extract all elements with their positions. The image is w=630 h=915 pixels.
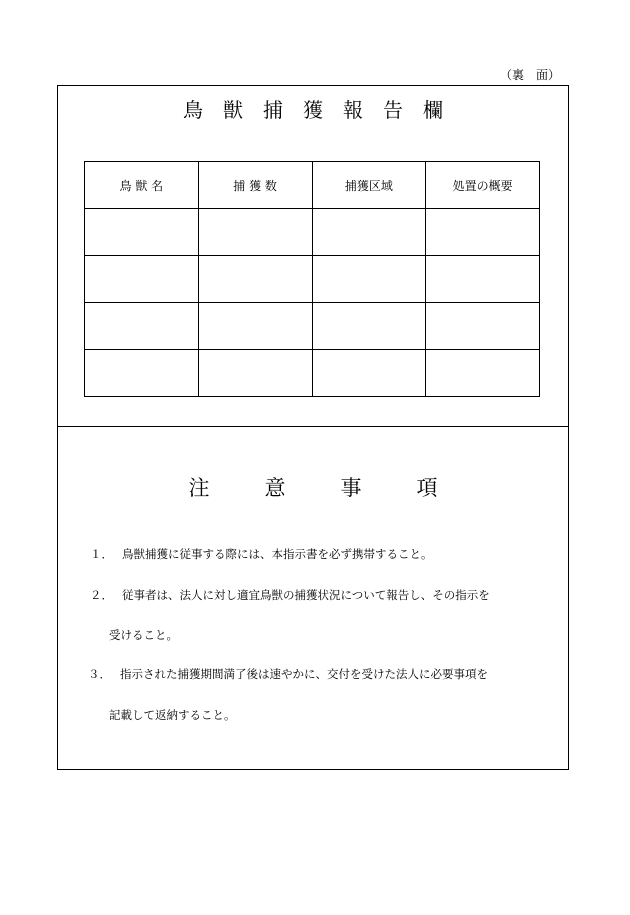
note-number: ２． <box>90 588 113 602</box>
note-text-continued: 記載して返納すること。 <box>109 708 236 722</box>
table-cell <box>426 256 540 303</box>
notes-title-char: 項 <box>416 476 438 500</box>
column-header-species: 鳥 獣 名 <box>85 162 199 209</box>
table-cell <box>312 303 426 350</box>
table-cell <box>312 256 426 303</box>
table-cell <box>426 209 540 256</box>
note-text: 従事者は、法人に対し適宜鳥獣の捕獲状況について報告し、その指示を <box>122 588 490 602</box>
notes-title-char: 事 <box>340 476 362 500</box>
table-cell <box>85 209 199 256</box>
note-text-continued: 受けること。 <box>109 628 178 642</box>
table-row <box>85 303 540 350</box>
table-header-row <box>85 162 540 209</box>
note-text: 鳥獣捕獲に従事する際には、本指示書を必ず携帯すること。 <box>122 547 433 561</box>
table-cell <box>198 209 312 256</box>
notes-title-char: 注 <box>188 476 210 500</box>
table-cell <box>198 350 312 397</box>
note-number: ３． <box>88 667 111 681</box>
table-row <box>85 256 540 303</box>
notes-section-title <box>58 472 568 502</box>
notes-title-char: 意 <box>264 476 286 500</box>
table-cell <box>198 303 312 350</box>
page-side-label: （裏 面） <box>500 68 561 82</box>
table-cell <box>85 256 199 303</box>
table-cell <box>312 350 426 397</box>
column-header-count: 捕 獲 数 <box>198 162 312 209</box>
table-cell <box>426 350 540 397</box>
table-row <box>85 350 540 397</box>
column-header-disposal: 処置の概要 <box>426 162 540 209</box>
section-divider <box>58 426 568 427</box>
report-section-title: 鳥獣捕獲報告欄 <box>183 98 463 122</box>
table-cell <box>85 303 199 350</box>
column-header-area: 捕獲区域 <box>312 162 426 209</box>
note-number: １． <box>90 547 113 561</box>
capture-report-table <box>84 161 540 397</box>
note-text: 指示された捕獲期間満了後は速やかに、交付を受けた法人に必要事項を <box>120 667 488 681</box>
table-cell <box>198 256 312 303</box>
table-row <box>85 209 540 256</box>
table-cell <box>85 350 199 397</box>
table-cell <box>426 303 540 350</box>
report-frame <box>57 85 569 770</box>
table-cell <box>312 209 426 256</box>
